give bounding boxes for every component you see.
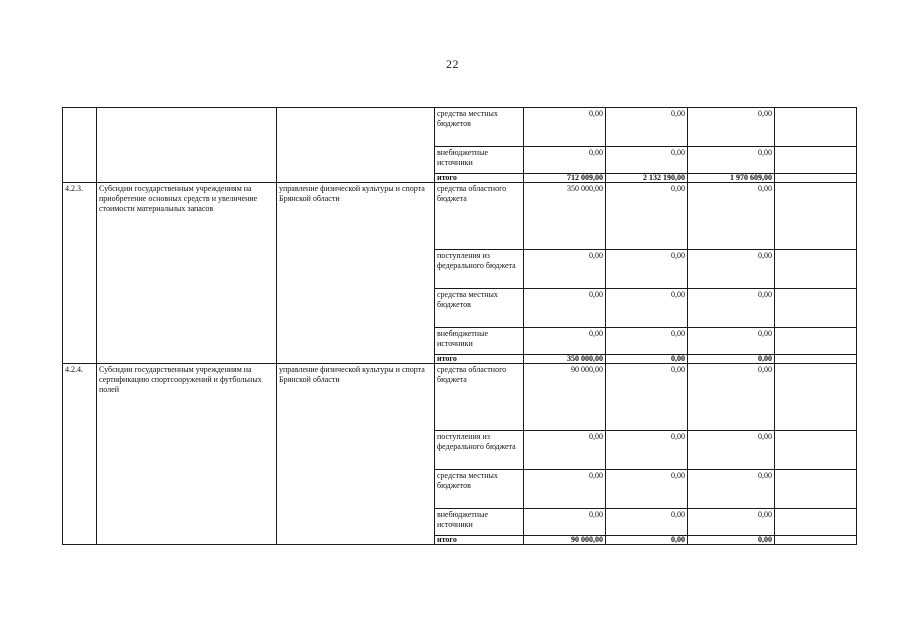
empty-cell (775, 431, 857, 470)
empty-cell (775, 364, 857, 431)
value-cell: 0,00 (524, 147, 606, 174)
value-cell: 0,00 (524, 289, 606, 328)
value-cell: 0,00 (524, 108, 606, 147)
total-value: 2 132 190,00 (606, 174, 688, 183)
total-value: 1 970 609,00 (688, 174, 775, 183)
total-value: 0,00 (606, 536, 688, 545)
value-cell: 0,00 (606, 147, 688, 174)
source-cell: средства местных бюджетов (435, 289, 524, 328)
empty-cell (775, 328, 857, 355)
value-cell: 0,00 (688, 364, 775, 431)
table-row (63, 108, 857, 147)
value-cell: 0,00 (688, 183, 775, 250)
value-cell: 90 000,00 (524, 364, 606, 431)
empty-cell (775, 509, 857, 536)
value-cell: 0,00 (524, 431, 606, 470)
value-cell: 0,00 (524, 470, 606, 509)
value-cell: 0,00 (606, 328, 688, 355)
empty-cell (775, 108, 857, 147)
value-cell: 0,00 (606, 108, 688, 147)
source-cell: поступления из федерального бюджета (435, 250, 524, 289)
item-code: 4.2.4. (63, 364, 97, 545)
total-value: 0,00 (688, 536, 775, 545)
source-cell: внебюджетные источники (435, 509, 524, 536)
total-label: итого (435, 355, 524, 364)
code-cell (63, 108, 97, 183)
empty-cell (775, 147, 857, 174)
total-value: 350 000,00 (524, 355, 606, 364)
value-cell: 0,00 (688, 328, 775, 355)
total-value: 0,00 (606, 355, 688, 364)
table-row (63, 183, 857, 250)
source-cell: внебюджетные источники (435, 147, 524, 174)
value-cell: 0,00 (688, 289, 775, 328)
value-cell: 0,00 (606, 289, 688, 328)
value-cell: 0,00 (606, 183, 688, 250)
table-row (63, 364, 857, 431)
source-cell: поступления из федерального бюджета (435, 431, 524, 470)
total-label: итого (435, 536, 524, 545)
empty-cell (775, 470, 857, 509)
empty-cell (775, 289, 857, 328)
source-cell: средства местных бюджетов (435, 108, 524, 147)
value-cell: 0,00 (688, 509, 775, 536)
value-cell: 0,00 (688, 147, 775, 174)
value-cell: 0,00 (688, 250, 775, 289)
value-cell: 0,00 (688, 431, 775, 470)
value-cell: 350 000,00 (524, 183, 606, 250)
value-cell: 0,00 (524, 328, 606, 355)
value-cell: 0,00 (524, 250, 606, 289)
value-cell: 0,00 (606, 431, 688, 470)
page-number: 22 (446, 57, 459, 71)
total-value: 90 000,00 (524, 536, 606, 545)
value-cell: 0,00 (606, 364, 688, 431)
source-cell: средства областного бюджета (435, 183, 524, 250)
budget-table (62, 107, 857, 545)
total-label: итого (435, 174, 524, 183)
source-cell: средства местных бюджетов (435, 470, 524, 509)
empty-cell (775, 536, 857, 545)
item-code: 4.2.3. (63, 183, 97, 364)
total-value: 0,00 (688, 355, 775, 364)
value-cell: 0,00 (688, 108, 775, 147)
item-name: Субсидии государственным учреждениям на сертификацию спортсооружений и футбольных полей (97, 364, 277, 545)
empty-cell (775, 174, 857, 183)
item-executor: управление физической культуры и спорта Брянской области (277, 364, 435, 545)
value-cell: 0,00 (606, 509, 688, 536)
item-name: Субсидии государственным учреждениям на приобретение основных средств и увеличение стоимости материальных запасов (97, 183, 277, 364)
executor-cell (277, 108, 435, 183)
value-cell: 0,00 (688, 470, 775, 509)
empty-cell (775, 355, 857, 364)
empty-cell (775, 183, 857, 250)
value-cell: 0,00 (606, 250, 688, 289)
name-cell (97, 108, 277, 183)
value-cell: 0,00 (524, 509, 606, 536)
empty-cell (775, 250, 857, 289)
value-cell: 0,00 (606, 470, 688, 509)
source-cell: внебюджетные источники (435, 328, 524, 355)
item-executor: управление физической культуры и спорта Брянской области (277, 183, 435, 364)
source-cell: средства областного бюджета (435, 364, 524, 431)
total-value: 712 009,00 (524, 174, 606, 183)
